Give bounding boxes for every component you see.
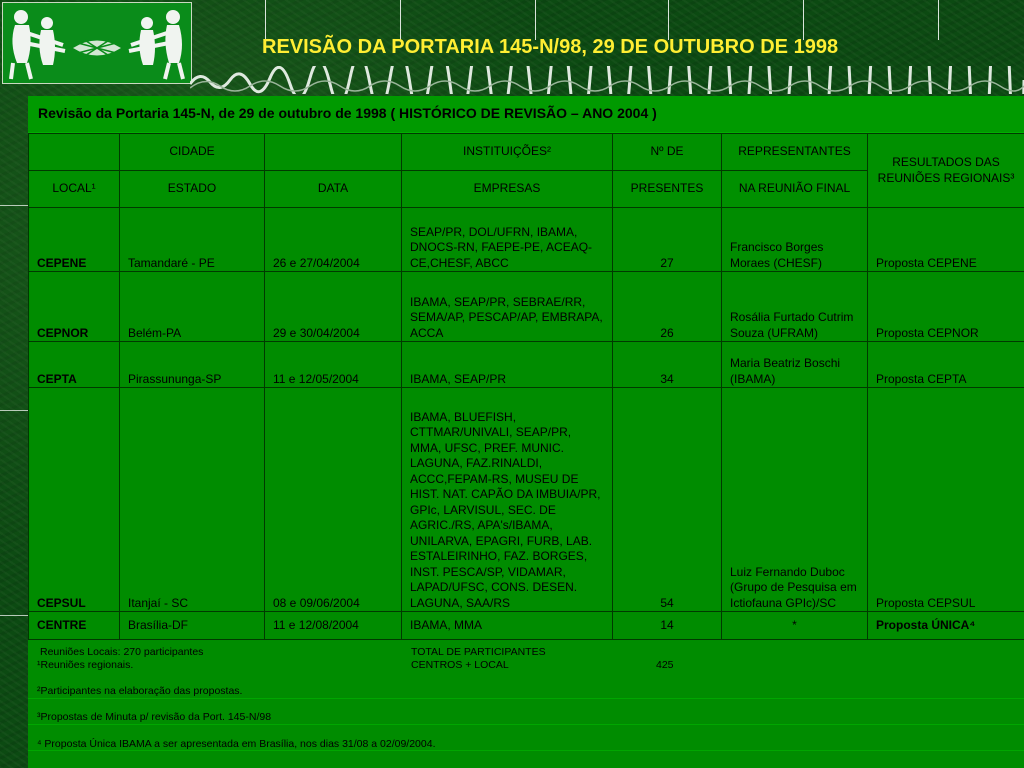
- table-row: [29, 272, 1024, 342]
- note-reunioes-locais: Reuniões Locais: 270 participantes: [40, 646, 204, 658]
- decorative-wave-divider: [190, 66, 1024, 94]
- cell-data: 11 e 12/08/2004: [265, 612, 402, 640]
- fishermen-logo-icon: [3, 3, 191, 83]
- cell-presentes: 34: [613, 342, 722, 388]
- header-estado: ESTADO: [120, 171, 265, 208]
- slide-title: REVISÃO DA PORTARIA 145-N/98, 29 DE OUTUBRO DE 1998: [262, 36, 839, 58]
- header-cell-empty: [29, 134, 120, 171]
- total-label-line1: TOTAL DE PARTICIPANTES: [411, 646, 546, 658]
- table-row: [29, 342, 1024, 388]
- cell-representantes: *: [722, 612, 868, 640]
- cell-estado: Pirassununga-SP: [120, 342, 265, 388]
- table-row: [29, 208, 1024, 272]
- cell-empresas: IBAMA, SEAP/PR: [402, 342, 613, 388]
- cell-local: CEPENE: [29, 208, 120, 272]
- cell-representantes: Francisco Borges Moraes (CHESF): [722, 208, 868, 272]
- cell-presentes: 26: [613, 272, 722, 342]
- header-presentes: PRESENTES: [613, 171, 722, 208]
- cell-local: CEPSUL: [29, 388, 120, 612]
- frame-line: [803, 0, 804, 40]
- frame-line: [0, 615, 28, 616]
- header-resultados: RESULTADOS DAS REUNIÕES REGIONAIS³: [868, 134, 1024, 208]
- cell-empresas: IBAMA, SEAP/PR, SEBRAE/RR, SEMA/AP, PESCAP/AP, EMBRAPA, ACCA: [402, 272, 613, 342]
- cell-data: 29 e 30/04/2004: [265, 272, 402, 342]
- header-instituicoes: INSTITUIÇÕES²: [402, 134, 613, 171]
- header-cell-empty: [265, 134, 402, 171]
- cell-local: CENTRE: [29, 612, 120, 640]
- cell-estado: Brasília-DF: [120, 612, 265, 640]
- header-reuniao-final: NA REUNIÃO FINAL: [722, 171, 868, 208]
- frame-line: [938, 0, 939, 40]
- revision-history-table: [28, 133, 1024, 640]
- footnote-1: ¹Reuniões regionais.: [37, 659, 134, 671]
- header-local: LOCAL¹: [29, 171, 120, 208]
- cell-data: 26 e 27/04/2004: [265, 208, 402, 272]
- table-row: [29, 388, 1024, 612]
- total-label-line2: CENTROS + LOCAL: [411, 659, 509, 671]
- footnote-2: ²Participantes na elaboração das propostas.: [37, 685, 243, 697]
- cell-data: 11 e 12/05/2004: [265, 342, 402, 388]
- cell-resultado: Proposta CEPENE: [868, 208, 1024, 272]
- cell-estado: Belém-PA: [120, 272, 265, 342]
- cell-representantes: Luiz Fernando Duboc (Grupo de Pesquisa em Ictiofauna GPIc)/SC: [722, 388, 868, 612]
- cell-resultado: Proposta CEPTA: [868, 342, 1024, 388]
- cell-local: CEPTA: [29, 342, 120, 388]
- divider: [28, 698, 1024, 699]
- cell-representantes: Rosália Furtado Cutrim Souza (UFRAM): [722, 272, 868, 342]
- table-subtitle: Revisão da Portaria 145-N, de 29 de outubro de 1998 ( HISTÓRICO DE REVISÃO – ANO 2004 ): [38, 105, 657, 121]
- cell-local: CEPNOR: [29, 272, 120, 342]
- cell-empresas: IBAMA, MMA: [402, 612, 613, 640]
- header-data: DATA: [265, 171, 402, 208]
- cell-estado: Itanjaí - SC: [120, 388, 265, 612]
- cell-empresas: SEAP/PR, DOL/UFRN, IBAMA, DNOCS-RN, FAEPE-PE, ACEAQ-CE,CHESF, ABCC: [402, 208, 613, 272]
- logo: [2, 2, 192, 84]
- table-subtitle-bar: [28, 96, 1024, 133]
- cell-presentes: 27: [613, 208, 722, 272]
- header-empresas: EMPRESAS: [402, 171, 613, 208]
- header-representantes: REPRESENTANTES: [722, 134, 868, 171]
- cell-representantes: Maria Beatriz Boschi (IBAMA): [722, 342, 868, 388]
- footnote-4: ⁴ Proposta Única IBAMA a ser apresentada em Brasília, nos dias 31/08 a 02/09/2004.: [37, 738, 436, 750]
- frame-line: [0, 410, 28, 411]
- total-value: 425: [656, 659, 674, 671]
- cell-resultado: Proposta CEPNOR: [868, 272, 1024, 342]
- cell-data: 08 e 09/06/2004: [265, 388, 402, 612]
- table-header-row-top: [29, 134, 1024, 171]
- cell-resultado: Proposta ÚNICA⁴: [868, 612, 1024, 640]
- frame-line: [668, 0, 669, 40]
- frame-line: [0, 205, 28, 206]
- frame-line: [400, 0, 401, 40]
- divider: [28, 724, 1024, 725]
- header-cidade: CIDADE: [120, 134, 265, 171]
- divider: [28, 750, 1024, 751]
- cell-presentes: 54: [613, 388, 722, 612]
- frame-line: [265, 0, 266, 40]
- table-row: [29, 612, 1024, 640]
- cell-empresas: IBAMA, BLUEFISH, CTTMAR/UNIVALI, SEAP/PR, MMA, UFSC, PREF. MUNIC. LAGUNA, FAZ.RINALDI, ACCC,FEPAM-RS, MUSEU DE HIST. NAT. CAPÃO DA IMBUIA/PR, GPIc, LARVISUL, SEC. DE AGRIC./RS, APA's/IBAMA, UNILARVA, EPAGRI, FURB, LAB. ESTALEIRINHO, FAZ. BORGES, INST. PESCA/SP, VIDAMAR, LAPAD/UFSC, CONS. DESEN. LAGUNA, SAA/RS: [402, 388, 613, 612]
- cell-presentes: 14: [613, 612, 722, 640]
- footnote-3: ³Propostas de Minuta p/ revisão da Port. 145-N/98: [37, 711, 272, 723]
- frame-line: [535, 0, 536, 40]
- cell-resultado: Proposta CEPSUL: [868, 388, 1024, 612]
- header-n-de: Nº DE: [613, 134, 722, 171]
- cell-estado: Tamandaré - PE: [120, 208, 265, 272]
- content-panel: [28, 96, 1024, 768]
